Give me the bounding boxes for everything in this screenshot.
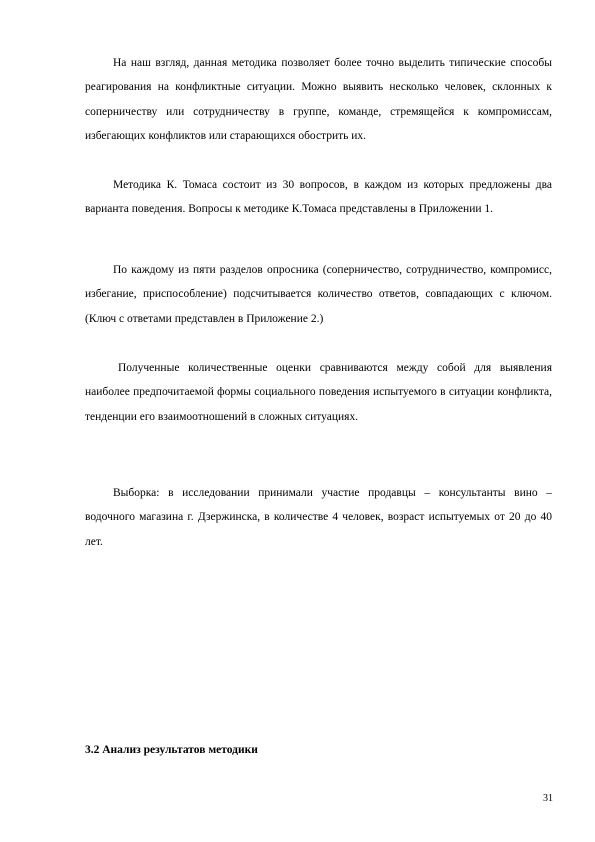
paragraph-method-purpose: На наш взгляд, данная методика позволяет более точно выделить типические способы реагирования на конфликтные ситуации. Можно выявить несколько человек, склонных к соперничеству или сотрудничеству в группе, команде, стремящейся к компромиссам, избегающих конфликтов или старающихся обострить их. bbox=[85, 57, 552, 142]
paragraph-scoring: По каждому из пяти разделов опросника (соперничество, сотрудничество, компромисс, избегание, приспособление) подсчитывается количество ответов, совпадающих с ключом. (Ключ с ответами представлен в Приложение 2.) bbox=[85, 264, 552, 325]
paragraph-thomas-method: Методика К. Томаса состоит из 30 вопросов, в каждом из которых предложены два варианта поведения. Вопросы к методике К.Томаса представлены в Приложении 1. bbox=[85, 179, 552, 216]
paragraph-sample: Выборка: в исследовании принимали участие продавцы – консультанты вино – водочного магазина г. Дзержинска, в количестве 4 человек, возраст испытуемых от 20 до 40 лет. bbox=[85, 487, 552, 548]
paragraph-comparison: Полученные количественные оценки сравниваются между собой для выявления наиболее предпочитаемой формы социального поведения испытуемого в ситуации конфликта, тенденции его взаимоотношений в сложных ситуациях. bbox=[85, 362, 552, 423]
section-heading: 3.2 Анализ результатов методики bbox=[85, 744, 258, 756]
page-number: 31 bbox=[543, 793, 553, 804]
